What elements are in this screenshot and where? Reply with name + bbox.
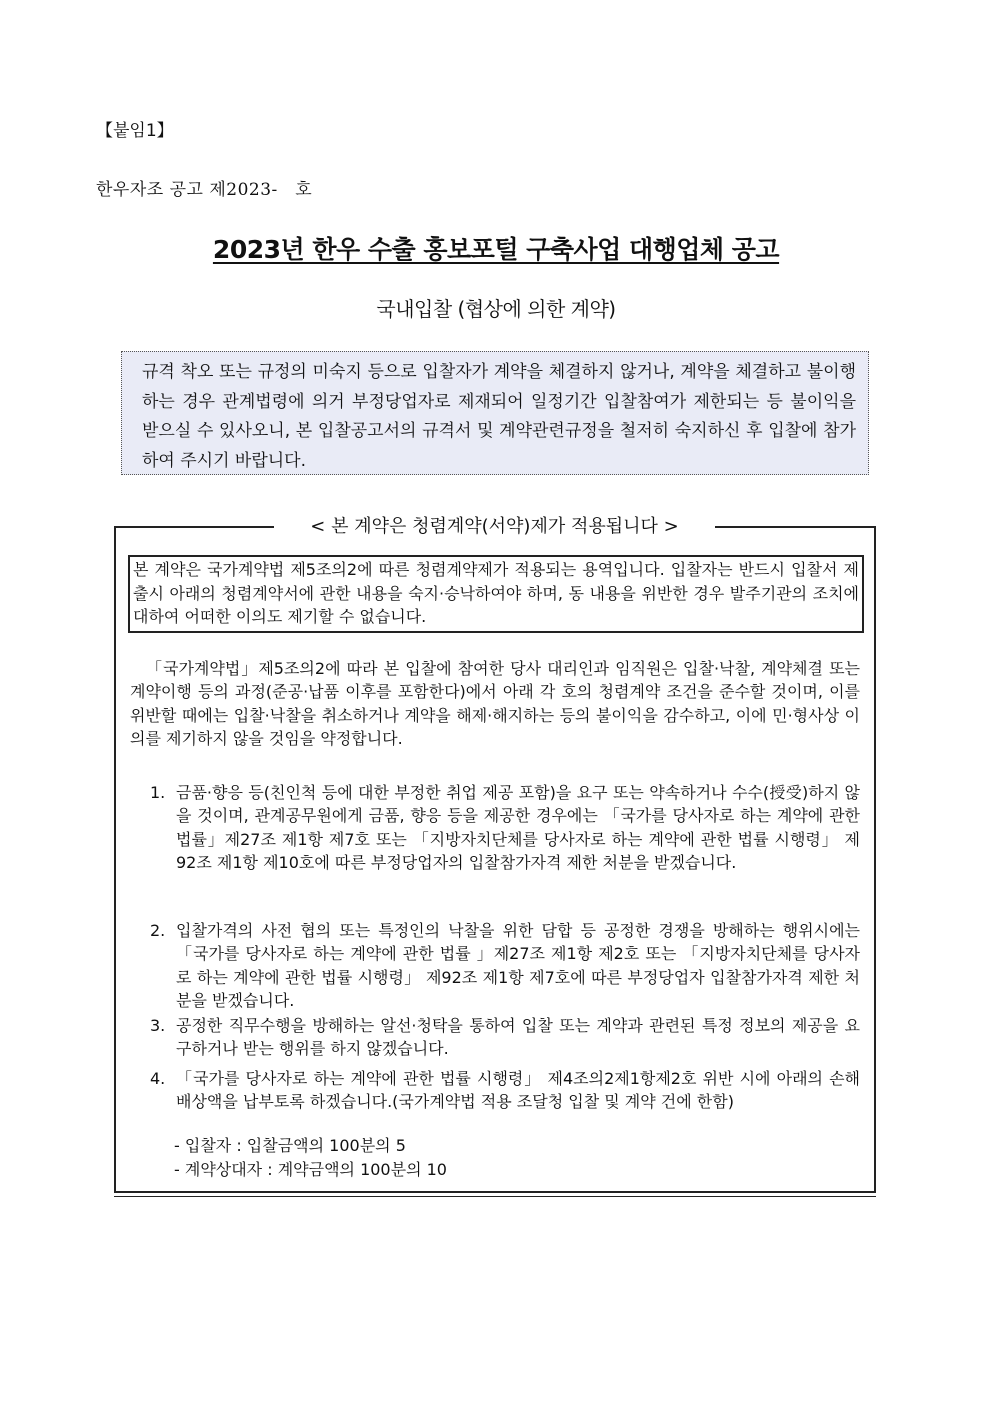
frame-top-line-right [711, 526, 876, 528]
pledge-heading: < 본 계약은 청렴계약(서약)제가 적용됩니다 > [274, 512, 715, 538]
pledge-item-number: 2. [150, 921, 166, 940]
page-title: 2023년 한우 수출 홍보포털 구축사업 대행업체 공고 [212, 235, 780, 264]
pledge-item [150, 781, 860, 875]
notice-number: 한우자조 공고 제2023- 호 [96, 180, 313, 200]
pledge-item-text: 공정한 직무수행을 방해하는 알선·청탁을 통하여 입찰 또는 계약과 관련된 특정 정보의 제공을 요구하거나 받는 행위를 하지 않겠습니다. [176, 1016, 860, 1059]
warning-notice-box [121, 351, 869, 475]
pledge-intro: 「국가계약법」제5조의2에 따라 본 입찰에 참여한 당사 대리인과 임직원은 입찰·낙찰, 계약체결 또는 계약이행 등의 과정(준공·납품 이후를 포함한다)에서 아래 각 호의 청렴계약 조건을 준수할 것이며, 이를 위반할 때에는 입찰·낙찰을 취소하거나 계약을 해제·해지하는 등의 불이익을 감수하고, 이에 민·형사상 이의를 제기하지 않을 것임을 약정합니다. [130, 659, 860, 749]
penalty-contractor: - 계약상대자 : 계약금액의 100분의 10 [174, 1160, 447, 1179]
penalty-bidder: - 입찰자 : 입찰금액의 100분의 5 [174, 1136, 406, 1155]
pledge-item-number: 1. [150, 783, 166, 802]
pledge-item [150, 1014, 860, 1061]
page-subtitle: 국내입찰 (협상에 의한 계약) [376, 297, 616, 321]
applies-text: 본 계약은 국가계약법 제5조의2에 따른 청렴계약제가 적용되는 용역입니다. 입찰자는 반드시 입찰서 제출시 아래의 청렴계약서에 관한 내용을 숙지·승낙하여야 하며, 동 내용을 위반한 경우 발주기관의 조치에 대하여 어떠한 이의도 제기할 수 없습니다. [133, 560, 859, 627]
pledge-item-text: 금품·향응 등(친인척 등에 대한 부정한 취업 제공 포함)을 요구 또는 약속하거나 수수(授受)하지 않을 것이며, 관계공무원에게 금품, 향응 등을 제공한 경우에는 「국가를 당사자로 하는 계약에 관한 법률」제27조 제1항 제7호 또는 「지방자치단체를 당사자로 하는 계약에 관한 법률 시행령」 제92조 제1항 제10호에 따른 부정당업자의 입찰참가자격 제한 처분을 받겠습니다. [176, 783, 860, 873]
pledge-item-number: 3. [150, 1016, 166, 1035]
frame-top-line-left [114, 526, 274, 528]
pledge-item [150, 919, 860, 1013]
pledge-item-text: 입찰가격의 사전 협의 또는 특정인의 낙찰을 위한 담합 등 공정한 경쟁을 방해하는 행위시에는 「국가를 당사자로 하는 계약에 관한 법률 」제27조 제1항 제2호 또는 「지방자치단체를 당사자로 하는 계약에 관한 법률 시행령」 제92조 제1항 제7호에 따른 부정당업자 입찰참가자격 제한 처분을 받겠습니다. [176, 921, 860, 1011]
pledge-item-number: 4. [150, 1069, 166, 1088]
warning-text: 규격 착오 또는 규정의 미숙지 등으로 입찰자가 계약을 체결하지 않거나, 계약을 체결하고 불이행하는 경우 관계법령에 의거 부정당업자로 제재되어 일정기간 입찰참여가 제한되는 등 불이익을 받으실 수 있사오니, 본 입찰공고서의 규격서 및 계약관련규정을 철저히 숙지하신 후 입찰에 참가하여 주시기 바랍니다. [142, 362, 856, 471]
integrity-contract-applies-box [128, 555, 864, 633]
pledge-item [150, 1067, 860, 1114]
attachment-label: 【붙임1】 [96, 121, 174, 141]
integrity-pledge-section [114, 516, 876, 1193]
pledge-item-text: 「국가를 당사자로 하는 계약에 관한 법률 시행령」 제4조의2제1항제2호 위반 시에 아래의 손해배상액을 납부토록 하겠습니다.(국가계약법 적용 조달청 입찰 및 계약 건에 한함) [176, 1069, 861, 1112]
